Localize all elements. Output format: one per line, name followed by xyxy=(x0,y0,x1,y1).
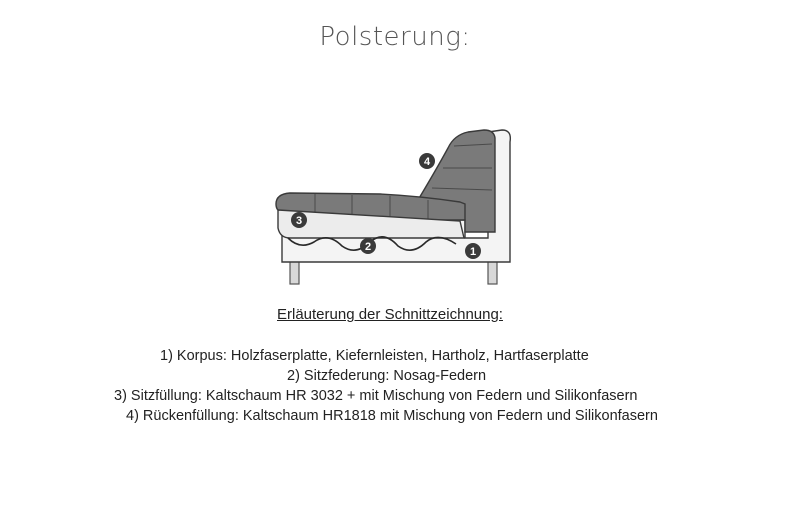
marker-1 xyxy=(465,243,481,259)
marker-3 xyxy=(291,212,307,228)
legend-heading: Erläuterung der Schnittzeichnung: xyxy=(277,306,503,323)
page-title: Polsterung: xyxy=(319,22,471,52)
legend-item-sitzfuellung: 3) Sitzfüllung: Kaltschaum HR 3032 + mit Mischung von Federn und Silikonfasern xyxy=(114,388,638,404)
sofa-leg-left xyxy=(290,260,299,284)
upholstery-cross-section-diagram xyxy=(260,120,530,290)
legend-item-korpus: 1) Korpus: Holzfaserplatte, Kiefernleisten, Hartholz, Hartfaserplatte xyxy=(160,348,589,364)
legend-list xyxy=(0,346,780,426)
marker-2-label: 2 xyxy=(364,241,372,253)
legend-item-rueckenfuellung: 4) Rückenfüllung: Kaltschaum HR1818 mit Mischung von Federn und Silikonfasern xyxy=(126,408,658,424)
marker-3-label: 3 xyxy=(295,215,303,227)
sofa-leg-right xyxy=(488,260,497,284)
marker-1-label: 1 xyxy=(469,246,477,258)
marker-4-label: 4 xyxy=(423,156,431,168)
legend-item-sitzfederung: 2) Sitzfederung: Nosag-Federn xyxy=(287,368,487,384)
marker-4 xyxy=(419,153,435,169)
marker-2 xyxy=(360,238,376,254)
